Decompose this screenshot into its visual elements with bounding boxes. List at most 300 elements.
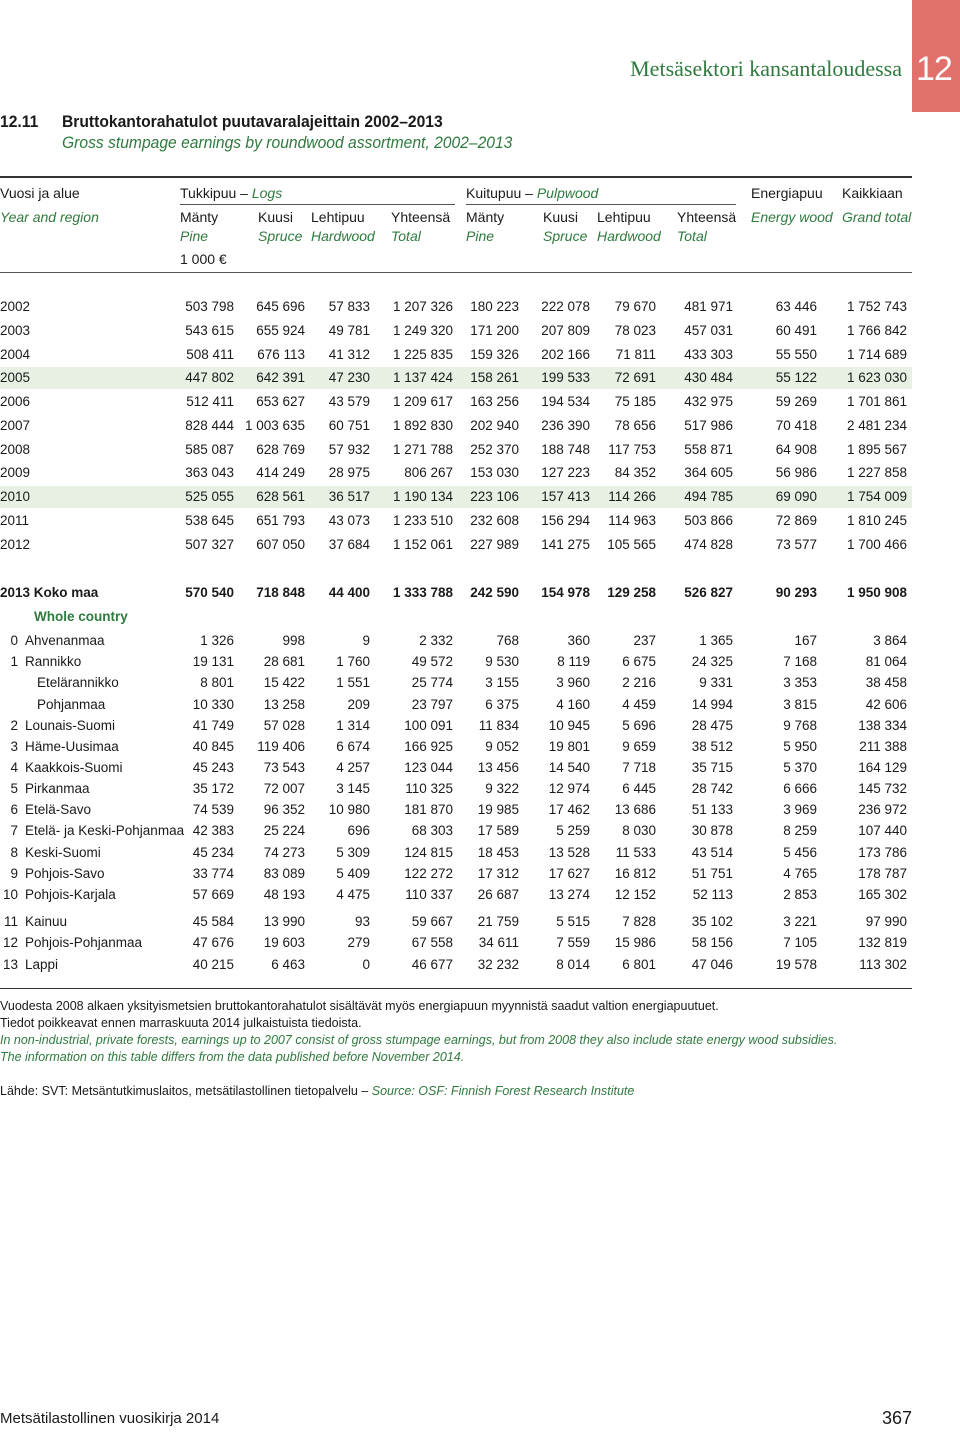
value-cell: 1 950 908: [846, 585, 907, 600]
value-cell: 157 413: [541, 489, 590, 504]
table-row: [0, 296, 912, 318]
value-cell: 15 986: [614, 935, 656, 950]
value-cell: 43 073: [328, 513, 370, 528]
value-cell: 3 815: [783, 697, 817, 712]
value-cell: 1 895 567: [846, 442, 907, 457]
chapter-tab: [912, 0, 960, 112]
note-en-1: In non-industrial, private forests, earnings up to 2007 consist of gross stumpage earnings, but from 2008 they also include state energy wood subsidies.: [0, 1033, 838, 1047]
header-pulp-total-fi: Yhteensä: [677, 209, 737, 225]
table-row: [0, 715, 912, 737]
value-cell: 7 105: [783, 935, 817, 950]
table-row: [0, 415, 912, 437]
value-cell: 7 718: [622, 760, 656, 775]
value-cell: 363 043: [185, 465, 234, 480]
value-cell: 10 980: [328, 802, 370, 817]
value-cell: 558 871: [684, 442, 733, 457]
value-cell: 1 314: [336, 718, 370, 733]
value-cell: 93: [354, 914, 370, 929]
value-cell: 227 989: [470, 537, 519, 552]
header-logs-hardwood-fi: Lehtipuu: [311, 209, 365, 225]
value-cell: 38 458: [865, 675, 907, 690]
table-row: [0, 462, 912, 484]
value-cell: 36 517: [328, 489, 370, 504]
row-label: 2010: [0, 489, 31, 504]
value-cell: 110 337: [405, 887, 453, 902]
value-cell: 5 259: [556, 823, 590, 838]
value-cell: 6 675: [622, 654, 656, 669]
value-cell: 236 390: [541, 418, 590, 433]
value-cell: 5 370: [783, 760, 817, 775]
value-cell: 2 853: [783, 887, 817, 902]
value-cell: 10 330: [192, 697, 234, 712]
value-cell: 114 266: [608, 489, 656, 504]
region-code: 3: [10, 739, 18, 754]
value-cell: 6 801: [622, 957, 656, 972]
logs-group-rule: [180, 204, 455, 205]
value-cell: 828 444: [185, 418, 234, 433]
value-cell: 525 055: [185, 489, 234, 504]
value-cell: 37 684: [328, 537, 370, 552]
value-cell: 70 418: [775, 418, 817, 433]
value-cell: 543 615: [185, 323, 234, 338]
value-cell: 51 133: [691, 802, 733, 817]
value-cell: 364 605: [684, 465, 733, 480]
value-cell: 164 129: [858, 760, 907, 775]
value-cell: 45 243: [192, 760, 234, 775]
value-cell: 433 303: [684, 347, 733, 362]
value-cell: 585 087: [185, 442, 234, 457]
value-cell: 124 815: [404, 845, 453, 860]
value-cell: 23 797: [411, 697, 453, 712]
value-cell: 19 801: [548, 739, 590, 754]
region-code: 2: [10, 718, 18, 733]
value-cell: 430 484: [684, 370, 733, 385]
value-cell: 57 932: [328, 442, 370, 457]
value-cell: 3 145: [336, 781, 370, 796]
table-row: [0, 799, 912, 821]
value-cell: 47 046: [691, 957, 733, 972]
value-cell: 1 249 320: [392, 323, 453, 338]
value-cell: 1 207 326: [392, 299, 453, 314]
row-label: 2006: [0, 394, 31, 409]
table-row: [0, 694, 912, 716]
value-cell: 56 986: [775, 465, 817, 480]
header-energy-fi: Energiapuu: [751, 185, 823, 201]
value-cell: 252 370: [470, 442, 519, 457]
header-pulp-hardwood-en: Hardwood: [597, 228, 661, 244]
value-cell: 84 352: [614, 465, 656, 480]
value-cell: 19 985: [477, 802, 519, 817]
region-code: 10: [2, 887, 18, 902]
region-name: Pohjois-Pohjanmaa: [25, 935, 143, 950]
value-cell: 207 809: [541, 323, 590, 338]
header-logs: Tukkipuu – Logs: [180, 185, 283, 201]
table-row: [0, 367, 912, 389]
value-cell: 718 848: [256, 585, 305, 600]
value-cell: 8 259: [783, 823, 817, 838]
pulp-group-rule: [466, 204, 736, 205]
value-cell: 12 152: [614, 887, 656, 902]
value-cell: 1 209 617: [392, 394, 453, 409]
value-cell: 5 409: [336, 866, 370, 881]
row-label: 2008: [0, 442, 31, 457]
value-cell: 58 156: [691, 935, 733, 950]
value-cell: 1 152 061: [392, 537, 453, 552]
value-cell: 4 475: [336, 887, 370, 902]
value-cell: 28 975: [328, 465, 370, 480]
value-cell: 1 752 743: [846, 299, 907, 314]
value-cell: 7 828: [622, 914, 656, 929]
value-cell: 78 023: [614, 323, 656, 338]
header-grand-en: Grand total: [842, 209, 912, 225]
value-cell: 17 589: [477, 823, 519, 838]
value-cell: 67 558: [411, 935, 453, 950]
value-cell: 110 325: [405, 781, 453, 796]
value-cell: 1 760: [336, 654, 370, 669]
value-cell: 237: [633, 633, 656, 648]
value-cell: 211 388: [859, 739, 907, 754]
table-row: [0, 486, 912, 508]
value-cell: 119 406: [257, 739, 305, 754]
value-cell: 6 666: [783, 781, 817, 796]
value-cell: 47 676: [192, 935, 234, 950]
total-row-label: 2013 Koko maa: [0, 585, 99, 600]
value-cell: 768: [496, 633, 519, 648]
table-row: [0, 820, 912, 842]
note-fi-2: Tiedot poikkeavat ennen marraskuuta 2014 julkaistuista tiedoista.: [0, 1016, 362, 1030]
value-cell: 123 044: [404, 760, 453, 775]
value-cell: 96 352: [263, 802, 305, 817]
chapter-number: 12: [916, 50, 952, 88]
table-top-rule: [0, 176, 912, 178]
value-cell: 1 365: [699, 633, 733, 648]
value-cell: 222 078: [541, 299, 590, 314]
value-cell: 129 258: [607, 585, 656, 600]
value-cell: 171 200: [470, 323, 519, 338]
table-row: [0, 534, 912, 556]
value-cell: 199 533: [541, 370, 590, 385]
value-cell: 57 833: [328, 299, 370, 314]
value-cell: 5 309: [336, 845, 370, 860]
section-title: Metsäsektori kansantaloudessa: [630, 56, 902, 81]
value-cell: 5 696: [622, 718, 656, 733]
value-cell: 38 512: [691, 739, 733, 754]
value-cell: 676 113: [257, 347, 305, 362]
value-cell: 3 353: [783, 675, 817, 690]
value-cell: 83 089: [263, 866, 305, 881]
value-cell: 100 091: [404, 718, 453, 733]
value-cell: 24 325: [691, 654, 733, 669]
value-cell: 43 579: [328, 394, 370, 409]
table-row: [0, 320, 912, 342]
header-grand-fi: Kaikkiaan: [842, 185, 903, 201]
value-cell: 28 742: [691, 781, 733, 796]
value-cell: 503 798: [185, 299, 234, 314]
value-cell: 242 590: [470, 585, 519, 600]
value-cell: 7 559: [556, 935, 590, 950]
region-name: Lappi: [25, 957, 59, 972]
total-row-2013: [0, 582, 912, 604]
region-name: Pohjois-Savo: [25, 866, 105, 881]
value-cell: 8 030: [622, 823, 656, 838]
value-cell: 570 540: [185, 585, 234, 600]
value-cell: 1 271 788: [392, 442, 453, 457]
header-pulp-spruce-en: Spruce: [543, 228, 588, 244]
table-row: [0, 344, 912, 366]
footer-page-number: 367: [881, 1408, 912, 1428]
value-cell: 16 812: [614, 866, 656, 881]
value-cell: 11 834: [478, 718, 519, 733]
value-cell: 9 659: [622, 739, 656, 754]
value-cell: 432 975: [684, 394, 733, 409]
header-pulp-total-en: Total: [677, 228, 707, 244]
value-cell: 696: [347, 823, 370, 838]
value-cell: 35 102: [691, 914, 733, 929]
table-title-en: Gross stumpage earnings by roundwood assortment, 2002–2013: [62, 133, 513, 152]
value-cell: 73 543: [263, 760, 305, 775]
value-cell: 6 463: [271, 957, 305, 972]
region-code: 8: [10, 845, 18, 860]
value-cell: 156 294: [541, 513, 590, 528]
table-row: [0, 391, 912, 413]
value-cell: 64 908: [775, 442, 817, 457]
value-cell: 113 302: [859, 957, 907, 972]
region-code: 12: [2, 935, 18, 950]
table-row: [0, 757, 912, 779]
value-cell: 69 090: [775, 489, 817, 504]
value-cell: 25 774: [411, 675, 453, 690]
value-cell: 42 606: [865, 697, 907, 712]
value-cell: 447 802: [185, 370, 234, 385]
region-name: Etelä-Savo: [25, 802, 92, 817]
region-name: Rannikko: [25, 654, 82, 669]
value-cell: 26 687: [477, 887, 519, 902]
value-cell: 59 667: [411, 914, 453, 929]
note-fi-1: Vuodesta 2008 alkaen yksityismetsien bruttokantorahatulot sisältävät myös energiapuun myynnistä saadut valtion energiapuutuet.: [0, 999, 719, 1013]
value-cell: 10 945: [548, 718, 590, 733]
value-cell: 628 769: [256, 442, 305, 457]
value-cell: 18 453: [477, 845, 519, 860]
value-cell: 1 701 861: [846, 394, 907, 409]
value-cell: 73 577: [775, 537, 817, 552]
value-cell: 9 052: [485, 739, 519, 754]
value-cell: 51 751: [691, 866, 733, 881]
header-pulp-pine-fi: Mänty: [466, 209, 505, 225]
value-cell: 57 669: [192, 887, 234, 902]
value-cell: 507 327: [185, 537, 234, 552]
value-cell: 154 978: [541, 585, 590, 600]
header-pulp-spruce-fi: Kuusi: [543, 209, 579, 225]
value-cell: 13 528: [548, 845, 590, 860]
value-cell: 6 445: [622, 781, 656, 796]
header-logs-hardwood-en: Hardwood: [311, 228, 375, 244]
value-cell: 132 819: [858, 935, 907, 950]
value-cell: 17 462: [548, 802, 590, 817]
region-code: 6: [10, 802, 18, 817]
value-cell: 19 578: [775, 957, 817, 972]
value-cell: 165 302: [858, 887, 907, 902]
header-logs-total-en: Total: [391, 228, 421, 244]
row-label: 2012: [0, 537, 31, 552]
total-row-label-en-row: [0, 606, 912, 628]
header-year-region-en: Year and region: [0, 209, 99, 225]
value-cell: 114 963: [608, 513, 656, 528]
header-logs-spruce-fi: Kuusi: [258, 209, 294, 225]
region-name: Pohjanmaa: [37, 697, 106, 712]
value-cell: 25 224: [263, 823, 305, 838]
value-cell: 3 155: [485, 675, 519, 690]
value-cell: 13 258: [263, 697, 305, 712]
value-cell: 81 064: [865, 654, 907, 669]
table-row: [0, 884, 912, 906]
row-label: 2002: [0, 299, 31, 314]
value-cell: 13 274: [548, 887, 590, 902]
value-cell: 13 990: [263, 914, 305, 929]
value-cell: 47 230: [328, 370, 370, 385]
value-cell: 998: [282, 633, 305, 648]
value-cell: 642 391: [256, 370, 305, 385]
region-name: Keski-Suomi: [25, 845, 101, 860]
value-cell: 9 331: [699, 675, 733, 690]
value-cell: 0: [362, 957, 370, 972]
value-cell: 655 924: [256, 323, 305, 338]
table-row: [0, 954, 912, 976]
value-cell: 122 272: [404, 866, 453, 881]
value-cell: 35 172: [192, 781, 234, 796]
row-label: 2011: [0, 513, 30, 528]
value-cell: 44 400: [328, 585, 370, 600]
value-cell: 4 257: [336, 760, 370, 775]
value-cell: 48 193: [263, 887, 305, 902]
value-cell: 457 031: [684, 323, 733, 338]
value-cell: 188 748: [541, 442, 590, 457]
value-cell: 30 878: [691, 823, 733, 838]
value-cell: 52 113: [692, 887, 733, 902]
value-cell: 79 670: [614, 299, 656, 314]
value-cell: 55 122: [775, 370, 817, 385]
value-cell: 3 221: [783, 914, 817, 929]
value-cell: 3 864: [873, 633, 907, 648]
value-cell: 45 234: [192, 845, 234, 860]
total-row-label-en: Whole country: [34, 609, 128, 624]
footer-book-title: Metsätilastollinen vuosikirja 2014: [0, 1410, 220, 1427]
value-cell: 68 303: [411, 823, 453, 838]
value-cell: 49 781: [328, 323, 370, 338]
value-cell: 1 225 835: [392, 347, 453, 362]
table-row: [0, 439, 912, 461]
value-cell: 12 974: [548, 781, 590, 796]
value-cell: 653 627: [256, 394, 305, 409]
value-cell: 232 608: [470, 513, 519, 528]
region-name: Etelä- ja Keski-Pohjanmaa: [25, 823, 185, 838]
value-cell: 651 793: [256, 513, 305, 528]
value-cell: 806 267: [404, 465, 453, 480]
region-name: Häme-Uusimaa: [25, 739, 119, 754]
value-cell: 360: [567, 633, 590, 648]
table-row: [0, 911, 912, 933]
value-cell: 167: [794, 633, 817, 648]
value-cell: 17 627: [548, 866, 590, 881]
value-cell: 2 216: [622, 675, 656, 690]
table-number: 12.11: [0, 112, 39, 131]
value-cell: 166 925: [404, 739, 453, 754]
value-cell: 7 168: [783, 654, 817, 669]
value-cell: 517 986: [684, 418, 733, 433]
value-cell: 512 411: [186, 394, 234, 409]
header-pulp-hardwood-fi: Lehtipuu: [597, 209, 651, 225]
row-label: 2007: [0, 418, 31, 433]
value-cell: 32 232: [477, 957, 519, 972]
source-line: Lähde: SVT: Metsäntutkimuslaitos, metsätilastollinen tietopalvelu – Source: OSF: Finnish Forest Research Institute: [0, 1084, 635, 1098]
value-cell: 474 828: [684, 537, 733, 552]
value-cell: 503 866: [684, 513, 733, 528]
value-cell: 628 561: [256, 489, 305, 504]
value-cell: 74 273: [263, 845, 305, 860]
value-cell: 1 333 788: [392, 585, 453, 600]
row-label: 2004: [0, 347, 31, 362]
value-cell: 19 603: [263, 935, 305, 950]
region-code: 11: [3, 914, 18, 929]
table-row: [0, 842, 912, 864]
region-code: 1: [10, 654, 18, 669]
region-code: 0: [10, 633, 18, 648]
region-code: 5: [10, 781, 18, 796]
value-cell: 19 131: [192, 654, 234, 669]
value-cell: 28 475: [691, 718, 733, 733]
header-year-region-fi: Vuosi ja alue: [0, 185, 80, 201]
value-cell: 42 383: [192, 823, 234, 838]
value-cell: 158 261: [470, 370, 519, 385]
value-cell: 63 446: [775, 299, 817, 314]
value-cell: 72 691: [614, 370, 656, 385]
value-cell: 75 185: [614, 394, 656, 409]
value-cell: 59 269: [775, 394, 817, 409]
value-cell: 3 960: [556, 675, 590, 690]
value-cell: 71 811: [615, 347, 656, 362]
value-cell: 57 028: [263, 718, 305, 733]
value-cell: 181 870: [404, 802, 453, 817]
value-cell: 43 514: [691, 845, 733, 860]
value-cell: 14 994: [691, 697, 733, 712]
value-cell: 9 322: [485, 781, 519, 796]
value-cell: 279: [347, 935, 370, 950]
value-cell: 40 215: [192, 957, 234, 972]
value-cell: 1 766 842: [846, 323, 907, 338]
header-unit: 1 000 €: [180, 251, 227, 267]
row-label: 2003: [0, 323, 31, 338]
value-cell: 97 990: [865, 914, 907, 929]
table-row: [0, 630, 912, 652]
header-pulpwood: Kuitupuu – Pulpwood: [466, 185, 599, 201]
region-name: Kainuu: [25, 914, 68, 929]
value-cell: 1 754 009: [846, 489, 907, 504]
value-cell: 1 233 510: [392, 513, 453, 528]
value-cell: 173 786: [858, 845, 907, 860]
header-bottom-rule: [0, 272, 912, 273]
table-row: [0, 672, 912, 694]
value-cell: 117 753: [608, 442, 656, 457]
header-pulp-pine-en: Pine: [466, 228, 495, 244]
table-row: [0, 510, 912, 532]
value-cell: 1 190 134: [392, 489, 453, 504]
header-energy-en: Energy wood: [751, 209, 833, 225]
value-cell: 202 940: [470, 418, 519, 433]
value-cell: 159 326: [470, 347, 519, 362]
value-cell: 40 845: [192, 739, 234, 754]
region-name: Lounais-Suomi: [25, 718, 116, 733]
value-cell: 8 801: [200, 675, 234, 690]
value-cell: 9 768: [783, 718, 817, 733]
